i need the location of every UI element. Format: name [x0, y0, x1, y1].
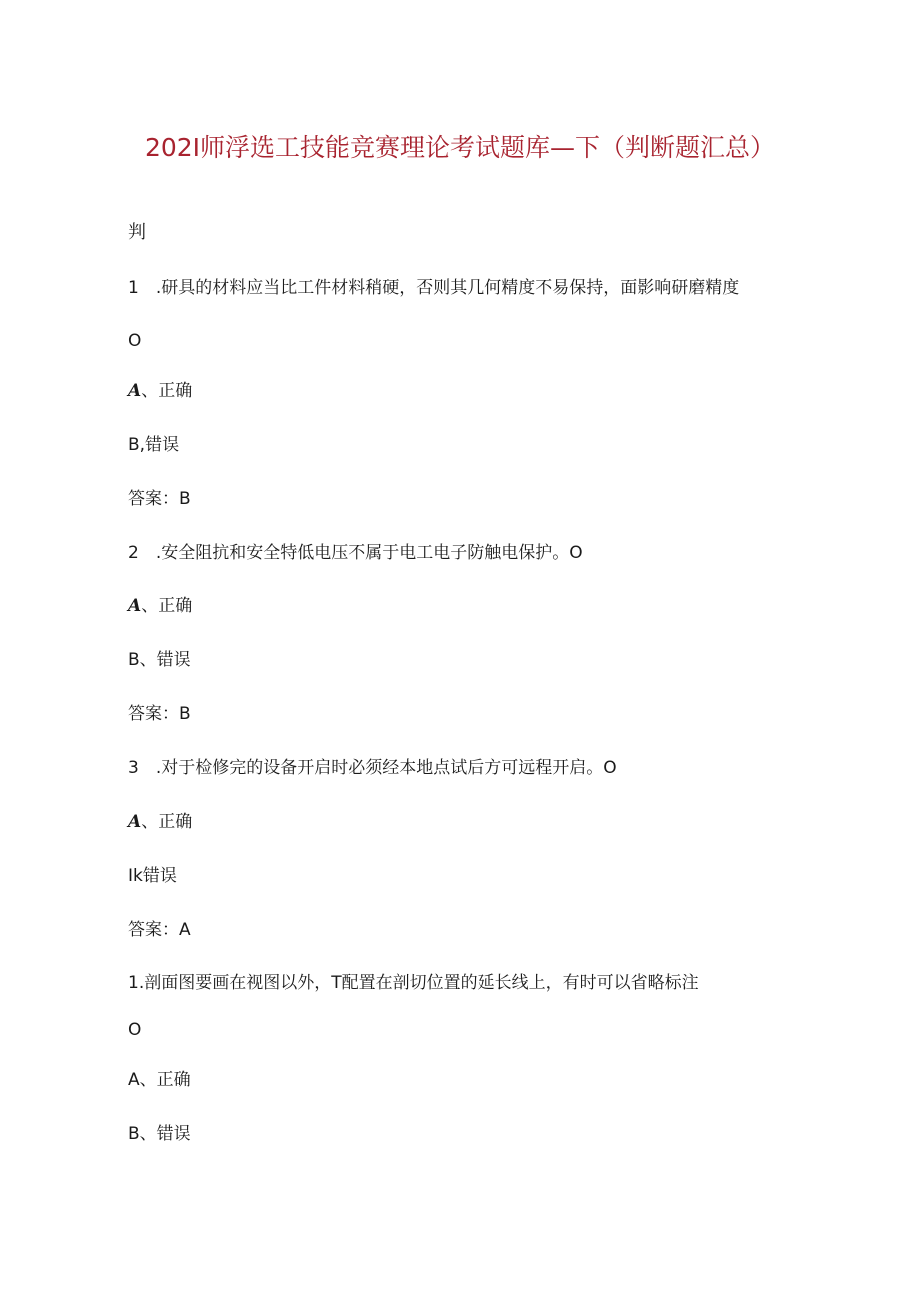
- option-letter: A: [128, 812, 142, 832]
- option-text: 、正确: [141, 812, 193, 832]
- question-3-option-b: Ik错误: [128, 866, 177, 886]
- question-4-stem: 1.剖面图要画在视图以外，T配置在剖切位置的延长线上，有时可以省略标注: [128, 973, 699, 993]
- question-1-option-b: B,错误: [128, 435, 180, 455]
- option-letter: A: [128, 596, 142, 616]
- question-3-stem: 3 .对于检修完的设备开启时必须经本地点试后方可远程开启。O: [128, 758, 617, 778]
- question-3-answer: 答案：A: [128, 920, 191, 940]
- question-1-stem-tail: O: [128, 331, 142, 351]
- question-2-option-b: B、错误: [128, 650, 191, 670]
- section-label: 判: [128, 222, 146, 243]
- question-2-option-a: [128, 595, 192, 617]
- question-1-option-a: [128, 380, 192, 402]
- question-4-option-b: B、错误: [128, 1124, 191, 1144]
- option-text: 、正确: [141, 381, 193, 401]
- option-text: 、正确: [141, 596, 193, 616]
- question-2-answer: 答案：B: [128, 704, 191, 724]
- question-2-stem: 2 .安全阻抗和安全特低电压不属于电工电子防触电保护。O: [128, 543, 583, 563]
- document-title: 202I师浮选工技能竞赛理论考试题库—下（判断题汇总）: [144, 133, 776, 162]
- question-3-option-a: [128, 811, 192, 833]
- option-letter: A: [128, 381, 142, 401]
- question-1-answer: 答案：B: [128, 489, 191, 509]
- question-4-stem-tail: O: [128, 1020, 142, 1040]
- question-4-option-a: A、正确: [128, 1070, 191, 1090]
- question-1-stem: 1 .研具的材料应当比工件材料稍硬，否则其几何精度不易保持，面影响研磨精度: [128, 278, 740, 298]
